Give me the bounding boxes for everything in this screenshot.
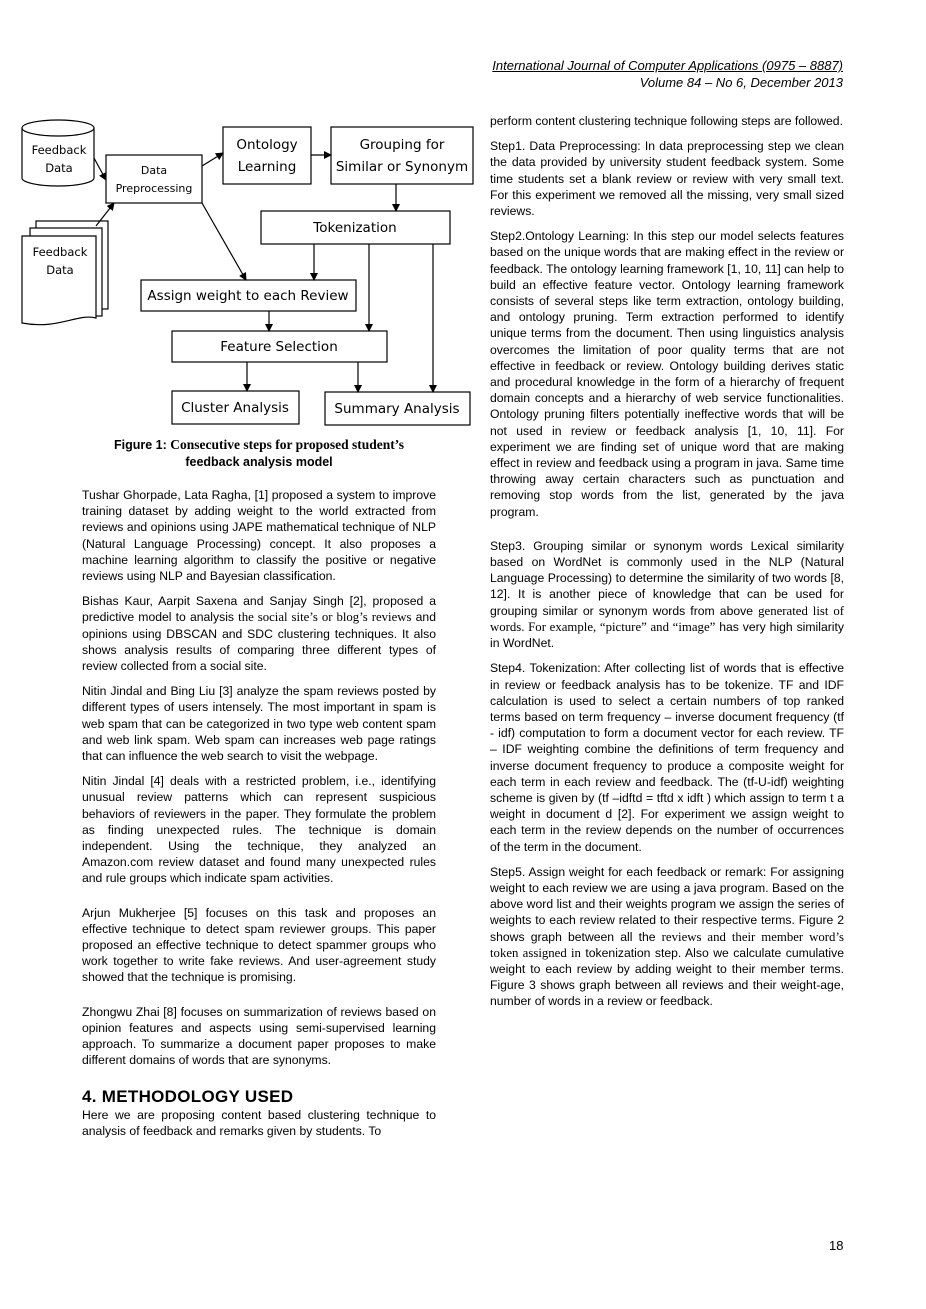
caption-label: Figure 1: xyxy=(113,438,167,452)
caption-text-1: Consecutive steps for proposed student’s xyxy=(170,437,405,452)
paragraph-jindal-liu: Nitin Jindal and Bing Liu [3] analyze the spam reviews posted by different types of users intensely. The most important in spam is web spam that can be categorized in two type web content spam and web link spam. Web spam can increases web page ratings that can influence the web search to visit the webpage. xyxy=(82,684,436,764)
paragraph-step2: Step2.Ontology Learning: In this step our model selects features based on the unique words that are making effect in the review or feedback. The ontology learning framework [1, 10, 11] can help to build an effective feature vector. Ontology learning framework consists of several steps like term extraction, ontology building, and ontology pruning. Term extraction performed to identify unique terms from the document. Then using linguistics analysis overcomes the limitation of poor quality terms that are not effective in feedback or review. Ontology building derives static and procedural knowledge in the form of a hierarchy of frequent domain concepts and a hierarchy of web service functionalities. Ontology pruning filters potentially ineffective words that will be not used in review or feedback analysis [1, 10, 11]. For experiment we are finding set of unique word that are making effect in review and feedback using a program in java. Same time throwing away certain characters such as punctuation and removing stop words from the list, generated by the java program. xyxy=(490,229,844,519)
figure-1-flowchart xyxy=(18,118,474,428)
node-grouping-l2: Similar or Synonym xyxy=(335,159,469,175)
node-summary-analysis: Summary Analysis xyxy=(334,401,460,417)
node-feedback-db-l1: Feedback xyxy=(31,143,87,157)
node-assign-weight: Assign weight to each Review xyxy=(147,288,349,304)
paragraph-step3: Step3. Grouping similar or synonym words Lexical similarity based on WordNet is commonly used in the NLP (Natural Language Processing) to determine the similarity of two words [8, 12]. It is another piece of knowledge that can be used for grouping similar or synonym words from above generated list of words. For example, “picture” and “image” has very high similarity in WordNet. xyxy=(490,538,845,651)
paragraph-ghorpade: Tushar Ghorpade, Lata Ragha, [1] proposed a system to improve training dataset by adding weight to the world extracted from reviews and opinions using JAPE mathematical technique of NLP (Natural Language Processing) concept. It also proposes a machine learning algorithm to classify the positive or negative reviews using NLP and Bayesian classification. xyxy=(82,488,436,584)
paragraph-jindal: Nitin Jindal [4] deals with a restricted problem, i.e., identifying unusual review patterns which can represent suspicious behaviors of reviewers in the paper. They formulate the problem as finding unexpected rules. The technique is domain independent. Using the technique, they analyzed an Amazon.com review dataset and found many unexpected rules and rule groups which indicate spam activities. xyxy=(82,774,436,886)
figure-1-caption xyxy=(82,436,436,471)
caption-text-2: feedback analysis model xyxy=(185,455,333,469)
section-heading-methodology: 4. METHODOLOGY USED xyxy=(82,1086,294,1106)
node-preprocessing-l2: Preprocessing xyxy=(115,182,193,195)
paragraph-kaur: Bishas Kaur, Aarpit Saxena and Sanjay Singh [2], proposed a predictive model to analysis the social site’s or blog’s reviews and opinions using DBSCAN and SDC clustering techniques. It also shows analysis results of comparing three different types of review collected from a social site. xyxy=(82,594,436,674)
database-icon xyxy=(22,128,94,186)
node-preprocessing-l1: Data xyxy=(140,164,168,177)
node-grouping-l1: Grouping for xyxy=(359,137,445,153)
paragraph-methodology-cont: perform content clustering technique following steps are followed. xyxy=(490,114,843,128)
paragraph-mukherjee: Arjun Mukherjee [5] focuses on this task and proposes an effective technique to detect spam reviewer groups. This paper proposed an effective technique to detect spammer groups who work together to write fake reviews. And user-agreement study showed that the technique is promising. xyxy=(82,905,436,985)
page-number: 18 xyxy=(829,1238,844,1253)
node-feedback-docs-l2: Data xyxy=(46,263,74,277)
journal-title: International Journal of Computer Applications (0975 – 8887) xyxy=(492,58,843,73)
paragraph-step5: Step5. Assign weight for each feedback or remark: For assigning weight to each review we are using a java program. Based on the above word list and their weights program we assign the series of weights to each review related to their respective terms. Figure 2 shows graph between all the reviews and their member word’s token assigned in tokenization step. Also we calculate cumulative weight to each review by adding weight to their member terms. Figure 3 shows graph between all reviews and their weight-age, number of words in a review or feedback. xyxy=(490,864,844,1009)
left-column xyxy=(82,487,436,1148)
node-feedback-docs-l1: Feedback xyxy=(32,245,88,259)
running-header xyxy=(492,57,843,91)
node-cluster-analysis: Cluster Analysis xyxy=(181,400,289,416)
paragraph-zhai: Zhongwu Zhai [8] focuses on summarization of reviews based on opinion features and aspects using semi-supervised learning approach. To summarize a document paper proposes to make different domains of words that are synonyms. xyxy=(82,1004,436,1068)
node-feature-selection: Feature Selection xyxy=(220,339,338,355)
node-ontology-l2: Learning xyxy=(237,159,297,175)
right-column xyxy=(490,113,844,1019)
node-tokenization: Tokenization xyxy=(313,220,397,236)
node-feedback-db-l2: Data xyxy=(45,161,73,175)
paragraph-methodology-intro: Here we are proposing content based clustering technique to analysis of feedback and remarks given by students. To xyxy=(82,1107,436,1138)
node-ontology-l1: Ontology xyxy=(236,137,298,153)
paragraph-step4: Step4. Tokenization: After collecting list of words that is effective in review or feedback analysis has to be tokenize. TF and IDF calculation is used to select a certain numbers of top ranked terms based on term frequency – inverse document frequency (tf - idf) computation to form a document vector for each review. TF – IDF weighting combine the definitions of term frequency and inverse document frequency to produce a composite weight for each term in each review and feedback. The (tf-U-idf) weighting scheme is given by (tf –idftd = tftd x idft ) which assign to term t a weight in document d [2]. For experiment we assign weight to each term in the review depends on the number of occurrences of the term in the document. xyxy=(490,661,844,854)
volume-info: Volume 84 – No 6, December 2013 xyxy=(639,75,843,90)
paragraph-step1: Step1. Data Preprocessing: In data preprocessing step we clean the data provided by university student feedback system. Some time students set a blank review or review with very small text. For this experiment we removed all the missing, very small sized reviews. xyxy=(490,139,844,219)
